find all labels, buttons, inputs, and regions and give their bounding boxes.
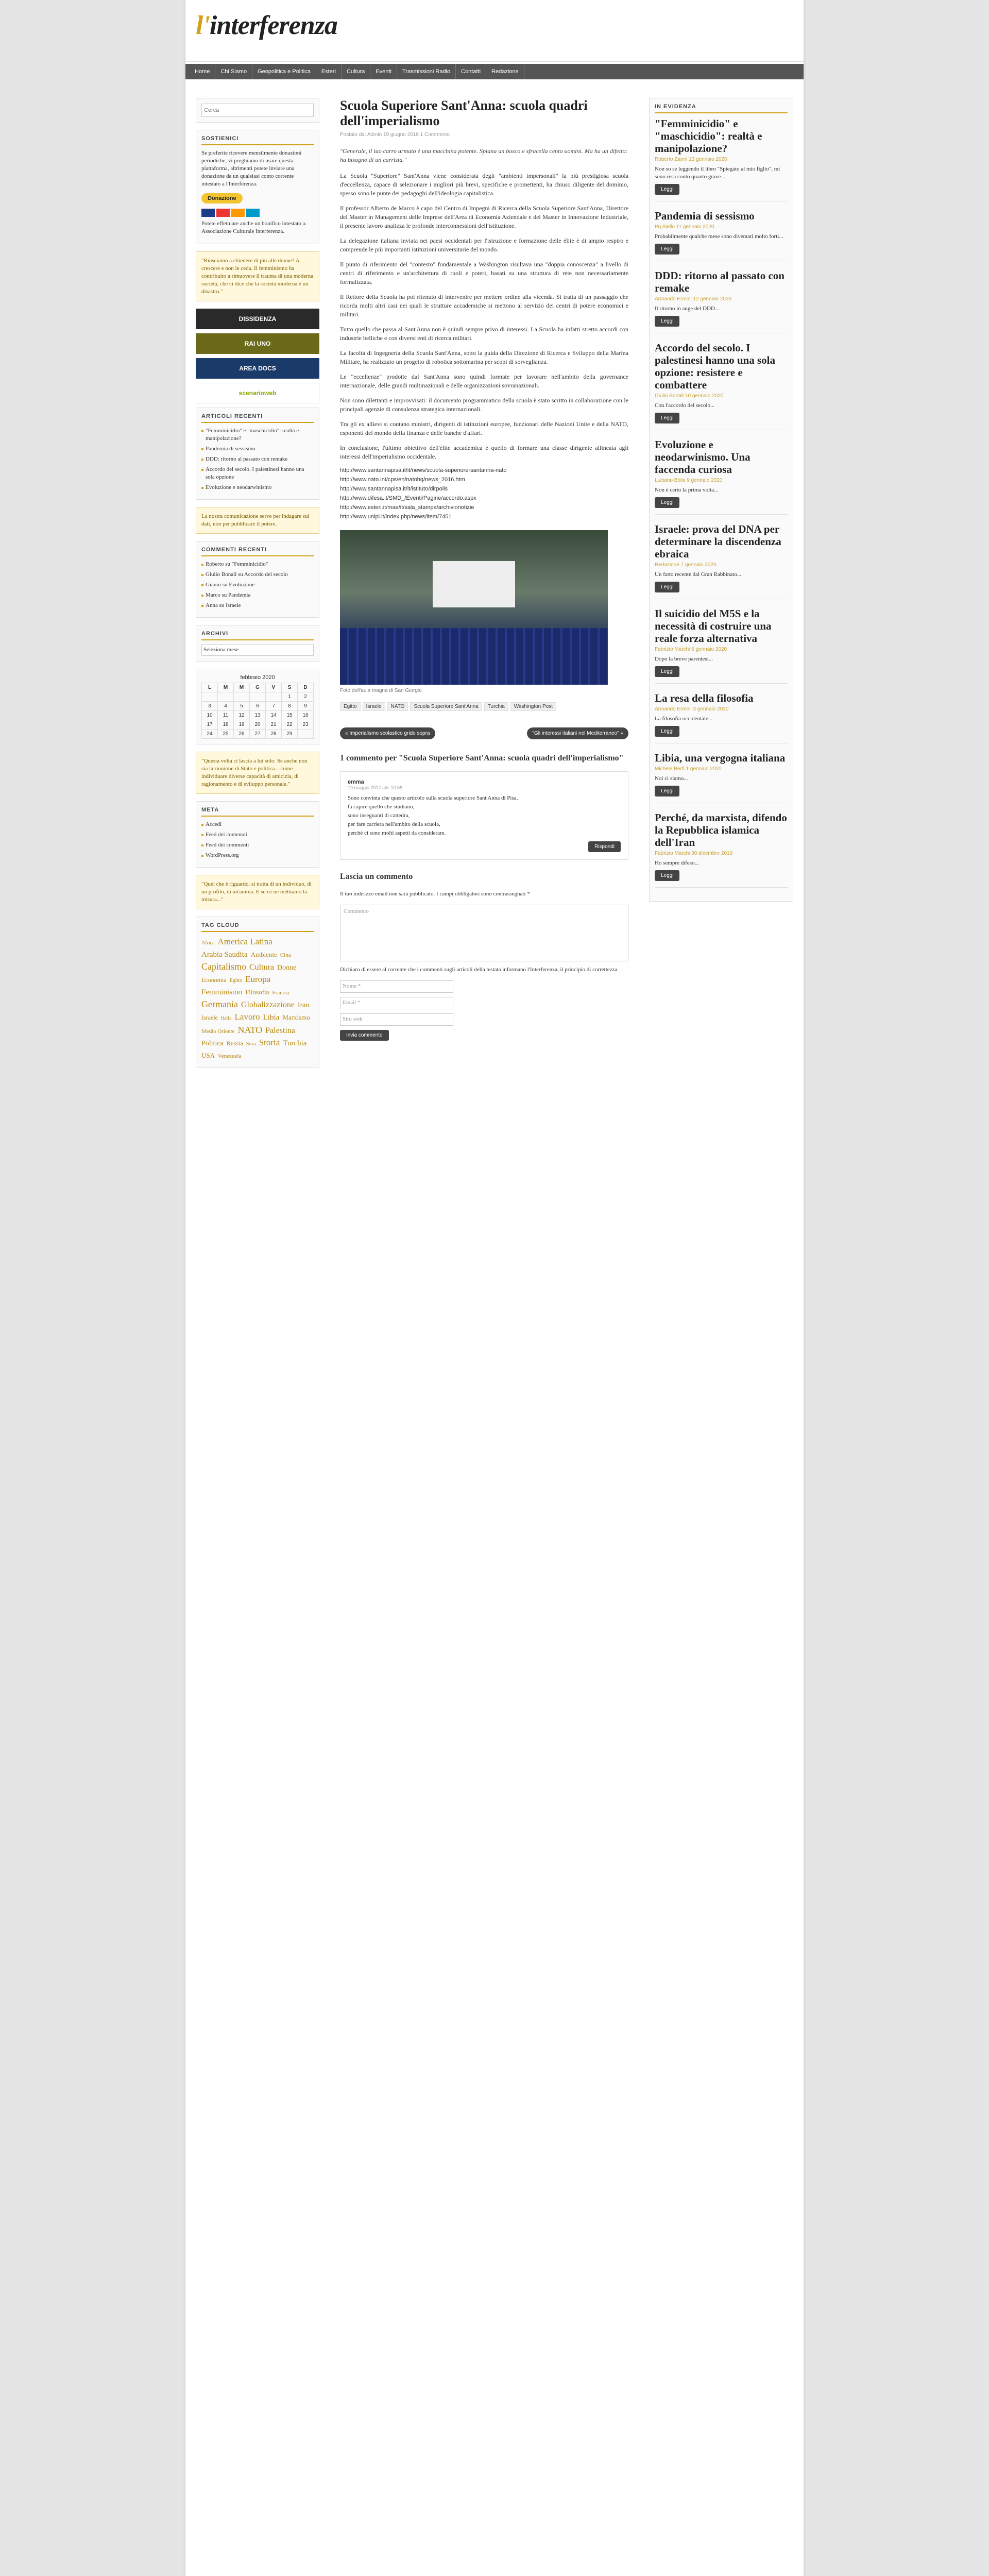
visa-icon	[201, 209, 215, 217]
paragraph: Il professor Alberto de Marco è capo del Centro di Impegni di Ricerca della Scuola Superiore Sant'Anna, Direttore del Master in Management delle Imprese dell'Area di Economia Aziendale e del Master in Innovazione Industriale, il presente lavoro analizza le profonde interconnessioni dell'istituzione.	[340, 205, 628, 229]
calendar-weekday: G	[250, 683, 266, 692]
calendar-box	[196, 669, 319, 744]
tag-link[interactable]: USA	[201, 1052, 215, 1059]
recent-posts-box	[196, 408, 319, 500]
post-tag[interactable]: Turchia	[484, 702, 508, 711]
read-more-button[interactable]: Leggi	[655, 870, 679, 881]
tag-link[interactable]: Capitalismo	[201, 961, 246, 972]
featured-post-excerpt: Non è certo la prima volta...	[655, 487, 719, 493]
featured-post	[655, 523, 788, 599]
paragraph: Tutto quello che passa al Sant'Anna non è quindi sempre privo di interessi. La Scuola ha infatti stretto accordi con industrie belliche e con diversi enti di ricerca militari.	[340, 326, 628, 342]
read-more-button[interactable]: Leggi	[655, 184, 679, 195]
calendar-day: 15	[282, 711, 298, 720]
banner-link[interactable]: RAI UNO	[196, 333, 319, 354]
comment-date: 19 maggio 2017 alle 10:59	[348, 785, 403, 790]
banner-list	[196, 309, 319, 403]
calendar-day	[250, 692, 266, 702]
comments-title: COMMENTI RECENTI	[201, 547, 314, 556]
email-field[interactable]: Email *	[340, 997, 453, 1009]
featured-post-meta: Pg Aiello 11 gennaio 2020	[655, 224, 714, 230]
calendar-day: 20	[250, 720, 266, 730]
nav-item[interactable]: Geopolitica e Politica	[252, 64, 316, 79]
recent-comment-link[interactable]: Marco su Pandemia	[201, 591, 314, 599]
tag-link[interactable]: Ambiente	[250, 951, 277, 958]
calendar-day: 12	[234, 711, 250, 720]
tag-link[interactable]: Libia	[263, 1013, 280, 1022]
recent-title: ARTICOLI RECENTI	[201, 413, 314, 423]
privacy-note: Dichiaro di essere al corrente che i commenti sugli articoli della testata informano l'Interferenza, il principio di correttezza.	[340, 967, 619, 973]
featured-post-title[interactable]: Perché, da marxista, difendo la Repubblica islamica dell'Iran	[655, 811, 787, 849]
paragraph: La facoltà di Ingegneria della Scuola Sant'Anna, sotto la guida della Direzione di Ricerca e Sviluppo della Marina Militare, ha realizzato un progetto di robotica sottomarina per scopi di sorveglianza.	[340, 349, 628, 365]
comment-author[interactable]: emma	[348, 779, 364, 785]
read-more-button[interactable]: Leggi	[655, 316, 679, 327]
paragraph: Il punto di riferimento del "contesto" fondamentale a Washington risultava una "doppia conoscenza" a livello di centri di riferimento e un'architettura di ruoli e poteri, basati su una struttura di rete non necessariamente formalizzata.	[340, 261, 628, 285]
calendar-day: 4	[218, 702, 234, 711]
featured-post-title[interactable]: La resa della filosofia	[655, 692, 754, 704]
calendar-weekday: M	[218, 683, 234, 692]
post-verse: "Generale, il tuo carro armato è una macchina potente. Spiana un bosco e sfracella cento uomini. Ma ha un difetto: ha bisogno di un carrista."	[340, 147, 628, 163]
calendar-day: 11	[218, 711, 234, 720]
main-nav	[185, 64, 804, 79]
meta-link[interactable]: WordPress.org	[201, 852, 314, 859]
read-more-button[interactable]: Leggi	[655, 244, 679, 255]
search-box	[196, 98, 319, 123]
post-navigation	[340, 727, 628, 739]
calendar-day	[298, 730, 314, 739]
tag-cloud	[201, 936, 314, 1062]
calendar-day: 17	[202, 720, 218, 730]
recent-list	[201, 427, 314, 492]
banner-link[interactable]: scenarioweb	[196, 383, 319, 403]
read-more-button[interactable]: Leggi	[655, 666, 679, 677]
meta-link[interactable]: Accedi	[201, 821, 314, 828]
calendar-day: 6	[250, 702, 266, 711]
post-tags	[340, 702, 628, 713]
recent-post-link[interactable]: Accordo del secolo. I palestinesi hanno una sola opzione	[201, 466, 314, 481]
featured-post-excerpt: Ho sempre difeso...	[655, 860, 699, 866]
tag-link[interactable]: Turchia	[283, 1039, 307, 1047]
site-logo[interactable]: l'interferenza	[196, 11, 337, 40]
banner-link[interactable]: AREA DOCS	[196, 358, 319, 379]
featured-post-meta: Michele Berti 1 gennaio 2020	[655, 766, 722, 772]
calendar-day: 13	[250, 711, 266, 720]
discover-icon	[231, 209, 245, 217]
featured-post-title[interactable]: "Femminicidio" e "maschicidio": realtà e manipolazione?	[655, 117, 762, 155]
nav-item[interactable]: Esteri	[316, 64, 342, 79]
comment-line: sono insegnanti di cattedra,	[348, 812, 410, 819]
source-link[interactable]: http://www.santannapisa.it/it/news/scuola-superiore-santanna-nato	[340, 467, 507, 473]
tag-link[interactable]: Cultura	[249, 963, 274, 972]
support-box	[196, 130, 319, 244]
featured-post-excerpt: La filosofia occidentale...	[655, 716, 713, 722]
comment-textarea[interactable]: Commento	[340, 905, 628, 961]
next-post-link[interactable]: "Gli interessi italiani nel Mediterraneo" »	[527, 727, 628, 739]
recent-post-link[interactable]: "Femminicidio" e "maschicidio": realtà e manipolazione?	[201, 427, 314, 443]
tag-link[interactable]: Europa	[245, 974, 271, 984]
quote-box: "Riusciamo a chiedere di più alle donne? A crescere e non le ceda. Il femminismo ha contribuito a rimuovere il trauma di una moderna società, che ci dice che la società moderna è un disastro."	[196, 251, 319, 301]
comment-line: perché ci sono molti aspetti da considerare.	[348, 830, 446, 836]
right-sidebar	[649, 98, 793, 909]
article	[340, 98, 628, 1041]
paragraph: La Scuola "Superiore" Sant'Anna viene considerata degli "ambienti impersonali" la più prestigiosa scuola d'eccellenza, capace di selezionare i migliori più brevi, specifiche e promettenti, ha chiuso diligente del dominio, spesso sono le punte dei pedagoghi dell'ideologia capitalistica.	[340, 172, 628, 197]
calendar	[201, 674, 314, 739]
featured-post	[655, 752, 788, 803]
projector-screen	[433, 561, 515, 607]
source-link[interactable]: http://www.esteri.it/mae/it/sala_stampa/archivionotizie	[340, 504, 474, 511]
comment	[340, 771, 628, 860]
featured-post-excerpt: Con l'accordo del secolo...	[655, 402, 715, 409]
prev-post-link[interactable]: « Imperialismo scolastico grido sopra	[340, 727, 435, 739]
calendar-day: 25	[218, 730, 234, 739]
leave-comment-title: Lascia un commento	[340, 872, 413, 881]
featured-post-title[interactable]: DDD: ritorno al passato con remake	[655, 269, 785, 294]
paragraph: In conclusione, l'ultimo obiettivo dell'élite accademica è quello di formare una classe dirigente allineata agli interessi dell'imperialismo occidentale.	[340, 444, 628, 460]
recent-comment-link[interactable]: Roberto su "Femminicidio"	[201, 561, 314, 568]
calendar-day	[202, 692, 218, 702]
nav-item[interactable]: Cultura	[342, 64, 370, 79]
source-link[interactable]: http://www.nato.int/cps/en/natohq/news_2016.htm	[340, 477, 465, 483]
calendar-day	[266, 692, 282, 702]
payment-logos	[201, 209, 314, 217]
calendar-day: 7	[266, 702, 282, 711]
nav-item[interactable]: Chi Siamo	[215, 64, 252, 79]
featured-post-meta: Redazione 7 gennaio 2020	[655, 562, 717, 568]
auditorium-seats	[340, 628, 608, 685]
comments-list	[201, 561, 314, 609]
featured-post-excerpt: Un fatto recente dal Gran Rabbinato...	[655, 571, 741, 578]
post-tag[interactable]: NATO	[387, 702, 408, 711]
name-field[interactable]: Nome *	[340, 980, 453, 993]
source-link[interactable]: http://www.unipi.it/index.php/news/item/7451	[340, 514, 452, 520]
read-more-button[interactable]: Leggi	[655, 497, 679, 508]
recent-post-link[interactable]: Pandemia di sessismo	[201, 445, 314, 453]
post-tag[interactable]: Scuola Superiore Sant'Anna	[410, 702, 482, 711]
meta-list	[201, 821, 314, 859]
nav-item[interactable]: Redazione	[486, 64, 524, 79]
paragraph: Il Rettore della Scuola ha poi ritenuto di intervenire per mettere ordine alla vicenda. Si tratta di un passaggio che ricorda molti altri casi nei quali le strutture accademiche si mettono al servizio dei centri di potere economici e militari.	[340, 293, 628, 318]
support-text: Se preferite ricevere mensilmente donazioni periodiche, vi preghiamo di usare questa piattaforma, altrimenti potete inviare una donazione da un qualsiasi conto corrente intestato a l'Interferenza.	[201, 150, 302, 187]
featured-post-excerpt: Dopo la breve parentesi...	[655, 656, 713, 662]
calendar-day: 19	[234, 720, 250, 730]
meta-link[interactable]: Feed dei commenti	[201, 841, 314, 849]
calendar-day: 18	[218, 720, 234, 730]
calendar-day: 16	[298, 711, 314, 720]
tag-link[interactable]: Venezuela	[218, 1053, 242, 1059]
tag-link[interactable]: Russia	[226, 1040, 243, 1047]
calendar-day: 8	[282, 702, 298, 711]
calendar-day: 29	[282, 730, 298, 739]
calendar-weekday: V	[266, 683, 282, 692]
featured-post-title[interactable]: Accordo del secolo. I palestinesi hanno una sola opzione: resistere e combattere	[655, 342, 775, 391]
tag-link[interactable]: Siria	[246, 1041, 256, 1047]
donate-button[interactable]: Donazione	[201, 193, 243, 204]
calendar-day	[218, 692, 234, 702]
tag-link[interactable]: Marxismo	[282, 1013, 310, 1021]
featured-post-meta: Luciano Bolis 9 gennaio 2020	[655, 478, 723, 483]
calendar-day: 26	[234, 730, 250, 739]
tag-cloud-box	[196, 917, 319, 1067]
calendar-weekday: L	[202, 683, 218, 692]
featured-post	[655, 117, 788, 201]
site-header	[185, 0, 804, 62]
tag-link[interactable]: Africa	[201, 940, 215, 946]
tags-title: TAG CLOUD	[201, 922, 314, 932]
tag-link[interactable]: Storia	[259, 1038, 280, 1047]
tag-link[interactable]: Francia	[272, 990, 289, 996]
tag-link[interactable]: Politica	[201, 1040, 224, 1047]
mastercard-icon	[216, 209, 230, 217]
featured-title: IN EVIDENZA	[655, 104, 788, 113]
calendar-weekday: S	[282, 683, 298, 692]
featured-post-meta: Armando Ermini 12 gennaio 2020	[655, 296, 731, 302]
featured-box	[649, 98, 793, 902]
tag-link[interactable]: Egitto	[229, 978, 243, 984]
support-text-2: Potete effettuare anche un bonifico intestato a: Associazione Culturale Interferenza.	[201, 221, 307, 234]
reply-button[interactable]: Rispondi	[588, 841, 621, 852]
post-tag[interactable]: Egitto	[340, 702, 361, 711]
submit-comment-button[interactable]: Invia commento	[340, 1030, 389, 1041]
quote-box-2: La nostra comunicazione serve per indagare sui dati, non per pubblicare il potere.	[196, 507, 319, 534]
featured-post-meta: Roberto Zanni 13 gennaio 2020	[655, 157, 727, 162]
featured-post-excerpt: Noi ci siamo...	[655, 775, 688, 782]
calendar-weekday: D	[298, 683, 314, 692]
tag-link[interactable]: Globalizzazione	[241, 1001, 295, 1009]
photo-caption: Foto dell'aula magna di San Giorgio	[340, 688, 422, 693]
left-sidebar	[196, 98, 319, 1075]
calendar-weekday: M	[234, 683, 250, 692]
calendar-day: 24	[202, 730, 218, 739]
calendar-day: 3	[202, 702, 218, 711]
calendar-day: 5	[234, 702, 250, 711]
source-link[interactable]: http://www.santannapisa.it/it/istituto/dirpolis	[340, 486, 448, 492]
paragraph: Non sono dilettanti e improvvisati: il documento programmatico della scuola è stato scritto in collaborazione con le principali agenzie di consulenza strategica internazionali.	[340, 397, 628, 413]
tag-link[interactable]: Economia	[201, 976, 227, 984]
featured-post-meta: Armando Ermini 3 gennaio 2020	[655, 706, 729, 712]
featured-post	[655, 210, 788, 261]
post-photo	[340, 530, 608, 685]
featured-post-title[interactable]: Evoluzione e neodarwinismo. Una faccenda curiosa	[655, 438, 751, 476]
meta-link[interactable]: Feed dei contenuti	[201, 831, 314, 839]
calendar-day: 22	[282, 720, 298, 730]
tag-link[interactable]: Filosofia	[245, 988, 269, 996]
recent-comment-link[interactable]: Gianni su Evoluzione	[201, 581, 314, 589]
featured-post	[655, 438, 788, 515]
read-more-button[interactable]: Leggi	[655, 786, 679, 796]
comment-line: fa capire quello che studiano,	[348, 804, 415, 810]
quote-box-3: "Questa volta ci lascia a lui solo. Se anche non sia la riunione di Stato e politica... come individuare diverse capacità di amicizia, di ragionamento e di sviluppo personale."	[196, 752, 319, 794]
nav-item[interactable]: Home	[190, 64, 215, 79]
paragraph: Le "eccellenze" prodotte dal Sant'Anna sono quindi formate per lavorare nell'ambito della governance internazionale, delle grandi multinazionali e delle organizzazioni sovranazionali.	[340, 373, 628, 389]
website-field[interactable]: Sito web	[340, 1013, 453, 1026]
tag-link[interactable]: NATO	[237, 1025, 263, 1035]
read-more-button[interactable]: Leggi	[655, 726, 679, 737]
calendar-day: 14	[266, 711, 282, 720]
comments-heading: 1 commento per "Scuola Superiore Sant'Anna: scuola quadri dell'imperialismo"	[340, 754, 624, 762]
search-input[interactable]	[201, 104, 314, 117]
meta-title: META	[201, 807, 314, 817]
archive-select[interactable]: Seleziona mese	[201, 645, 314, 656]
featured-post-meta: Giulio Bonali 10 gennaio 2020	[655, 393, 724, 399]
featured-post-meta: Fabrizio Marchi 5 gennaio 2020	[655, 647, 727, 652]
featured-post	[655, 607, 788, 684]
calendar-day: 9	[298, 702, 314, 711]
paragraph: La delegazione italiana inviata nei paesi occidentali per l'istruzione e formazione delle élite è di ampio respiro e comprende le più importanti istituzioni universitarie del mondo.	[340, 237, 628, 253]
recent-comments-box	[196, 541, 319, 618]
tag-link[interactable]: Cina	[280, 952, 291, 958]
calendar-day: 2	[298, 692, 314, 702]
read-more-button[interactable]: Leggi	[655, 413, 679, 423]
comment-body	[348, 794, 621, 837]
nav-item[interactable]: Eventi	[370, 64, 397, 79]
tag-link[interactable]: Iran	[297, 1002, 310, 1009]
calendar-day: 28	[266, 730, 282, 739]
tag-link[interactable]: Italia	[220, 1015, 232, 1021]
paragraph: Tra gli ex allievi si contano ministri, dirigenti di istituzioni europee, funzionari delle Nazioni Unite e della NATO, esponenti del mondo della finanza e delle banche d'affari.	[340, 420, 628, 436]
tag-link[interactable]: Femminismo	[201, 988, 243, 996]
tag-link[interactable]: Donne	[277, 964, 297, 972]
tag-link[interactable]: Israele	[201, 1014, 218, 1021]
featured-post	[655, 342, 788, 430]
tag-link[interactable]: America Latina	[217, 937, 272, 946]
tag-link[interactable]: Germania	[201, 999, 238, 1009]
comment-line: per fare carriera nell'ambito della scuola,	[348, 821, 440, 827]
comment-line: Sono convinta che questo articolo sulla scuola superiore Sant'Anna di Pisa,	[348, 795, 518, 801]
featured-post-title[interactable]: Il suicidio del M5S e la necessità di costruire una reale forza alternativa	[655, 607, 772, 645]
tag-link[interactable]: Lavoro	[234, 1012, 260, 1022]
featured-post-title[interactable]: Pandemia di sessismo	[655, 210, 755, 222]
featured-post	[655, 811, 788, 888]
source-links	[340, 467, 628, 520]
featured-post-excerpt: Il ritorno in auge del DDD...	[655, 306, 720, 312]
banner-link[interactable]: DISSIDENZA	[196, 309, 319, 329]
featured-post-excerpt: Non so se leggendo il libro "Spiegato al mio figlio", mi sono resa conto quanto grave...	[655, 166, 780, 180]
post-tag[interactable]: Washington Post	[510, 702, 556, 711]
leave-note: Il tuo indirizzo email non sarà pubblicato. I campi obbligatori sono contrassegnati *	[340, 891, 530, 897]
post-title: Scuola Superiore Sant'Anna: scuola quadri dell'imperialismo	[340, 98, 588, 128]
archive-title: ARCHIVI	[201, 631, 314, 640]
archive-box	[196, 625, 319, 662]
post-meta: Postato da: Admin 19 giugno 2016 1 Commento	[340, 132, 450, 138]
featured-post-excerpt: Probabilmente qualche mese sono diventati molto forti...	[655, 233, 783, 240]
calendar-caption: febbraio 2020	[240, 674, 275, 681]
recent-comment-link[interactable]: Anna su Israele	[201, 602, 314, 609]
calendar-day: 27	[250, 730, 266, 739]
calendar-day: 10	[202, 711, 218, 720]
tag-link[interactable]: Medio Oriente	[201, 1028, 235, 1035]
featured-post-title[interactable]: Israele: prova del DNA per determinare la discendenza ebraica	[655, 523, 781, 560]
read-more-button[interactable]: Leggi	[655, 582, 679, 592]
calendar-day: 23	[298, 720, 314, 730]
featured-post	[655, 692, 788, 743]
featured-posts	[655, 117, 788, 888]
featured-post-title[interactable]: Libia, una vergogna italiana	[655, 752, 786, 764]
quote-box-4: "Quel che è riguardo, si tratta di un individuo, di un profilo, di un'anima. E se ce ne mettiamo la misura..."	[196, 875, 319, 909]
calendar-day: 1	[282, 692, 298, 702]
featured-post	[655, 269, 788, 333]
post-tag[interactable]: Israele	[363, 702, 385, 711]
calendar-day: 21	[266, 720, 282, 730]
support-title: SOSTIENICI	[201, 135, 314, 145]
tag-link[interactable]: Palestina	[265, 1026, 295, 1035]
page	[185, 0, 804, 2576]
featured-post-meta: Fabrizio Marchi 30 dicembre 2019	[655, 851, 733, 856]
source-link[interactable]: http://www.difesa.it/SMD_/Eventi/Pagine/accordo.aspx	[340, 495, 476, 501]
tag-link[interactable]: Arabia Saudita	[201, 951, 248, 959]
meta-box	[196, 801, 319, 868]
nav-item[interactable]: Contatti	[456, 64, 486, 79]
paypal-icon	[246, 209, 260, 217]
calendar-day	[234, 692, 250, 702]
recent-comment-link[interactable]: Giulio Bonali su Accordo del secolo	[201, 571, 314, 579]
nav-item[interactable]: Trasmissioni Radio	[397, 64, 456, 79]
recent-post-link[interactable]: Evoluzione e neodarwinismo	[201, 484, 314, 492]
recent-post-link[interactable]: DDD: ritorno al passato con remake	[201, 455, 314, 463]
